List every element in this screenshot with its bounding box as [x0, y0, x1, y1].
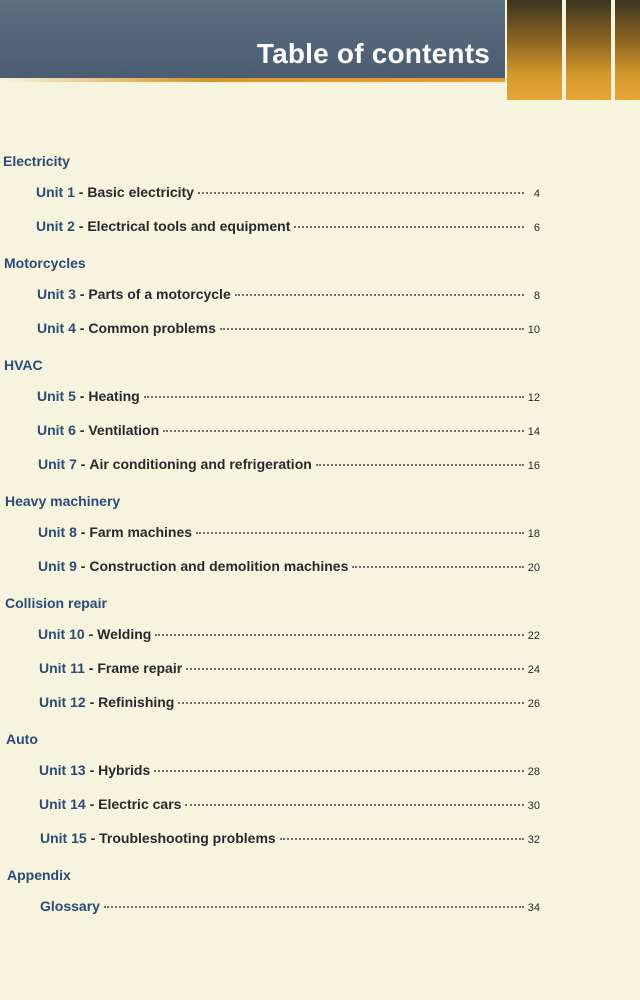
unit-label: Unit 1	[36, 184, 75, 200]
dot-leader	[220, 328, 524, 330]
unit-separator: -	[74, 218, 88, 234]
toc-entry[interactable]	[38, 626, 540, 646]
unit-separator: -	[85, 796, 99, 812]
unit-title: Troubleshooting problems	[99, 830, 276, 846]
toc-entry[interactable]	[37, 422, 540, 442]
page-number: 26	[527, 698, 540, 710]
toc-entry[interactable]	[39, 796, 540, 816]
unit-title: Electric cars	[98, 796, 182, 812]
section-heading: Appendix	[7, 867, 71, 883]
dot-leader	[316, 464, 524, 466]
unit-title: Common problems	[88, 320, 216, 336]
unit-label: Unit 9	[38, 558, 77, 574]
unit-label: Unit 11	[39, 660, 85, 676]
unit-separator: -	[76, 524, 90, 540]
unit-separator: -	[76, 558, 90, 574]
toc-entry[interactable]	[37, 388, 540, 408]
toc-entry[interactable]	[36, 218, 540, 238]
unit-label: Unit 7	[38, 456, 77, 472]
page-number: 8	[533, 290, 540, 302]
section-heading: Auto	[6, 731, 38, 747]
unit-separator: -	[85, 694, 99, 710]
toc-entry[interactable]	[38, 456, 540, 476]
dot-leader	[178, 702, 523, 704]
unit-label: Unit 12	[39, 694, 86, 710]
unit-title: Welding	[97, 626, 152, 642]
unit-label: Unit 15	[40, 830, 87, 846]
unit-title: Construction and demolition machines	[89, 558, 349, 574]
section-heading: Collision repair	[5, 595, 107, 611]
unit-label: Unit 6	[37, 422, 76, 438]
page-number: 20	[527, 562, 540, 574]
unit-separator: -	[86, 830, 100, 846]
unit-label: Unit 4	[37, 320, 76, 336]
dot-leader	[154, 770, 523, 772]
unit-label: Unit 10	[38, 626, 85, 642]
unit-separator: -	[76, 456, 90, 472]
page-number: 10	[527, 324, 540, 336]
page-number: 22	[527, 630, 540, 642]
unit-separator: -	[75, 286, 89, 302]
dot-leader	[294, 226, 524, 228]
toc-entry[interactable]	[40, 830, 540, 850]
dot-leader	[144, 396, 524, 398]
dot-leader	[352, 566, 523, 568]
toc-entry[interactable]	[37, 286, 540, 306]
toc-entry[interactable]	[39, 660, 540, 680]
page-number: 28	[527, 766, 540, 778]
unit-label: Unit 14	[39, 796, 86, 812]
unit-separator: -	[84, 660, 98, 676]
page-number: 14	[527, 426, 540, 438]
section-heading: Motorcycles	[4, 255, 86, 271]
unit-separator: -	[75, 422, 89, 438]
unit-title: Refinishing	[98, 694, 175, 710]
page-number: 4	[533, 188, 540, 200]
dot-leader	[280, 838, 524, 840]
dot-leader	[196, 532, 524, 534]
unit-title: Parts of a motorcycle	[88, 286, 231, 302]
unit-label: Glossary	[40, 898, 100, 914]
unit-label: Unit 13	[39, 762, 86, 778]
toc-entry[interactable]	[37, 320, 540, 340]
unit-title: Frame repair	[97, 660, 183, 676]
page-number: 30	[527, 800, 540, 812]
toc-entry[interactable]	[38, 524, 540, 544]
dot-leader	[186, 668, 524, 670]
toc-entry[interactable]	[39, 694, 540, 714]
unit-separator: -	[85, 762, 99, 778]
page-number: 18	[527, 528, 540, 540]
dot-leader	[163, 430, 524, 432]
dot-leader	[104, 906, 524, 908]
dot-leader	[198, 192, 524, 194]
page-number: 24	[527, 664, 540, 676]
page-number: 6	[533, 222, 540, 234]
page-number: 12	[527, 392, 540, 404]
unit-title: Basic electricity	[87, 184, 194, 200]
unit-label: Unit 2	[36, 218, 75, 234]
section-heading: HVAC	[4, 357, 43, 373]
dot-leader	[235, 294, 524, 296]
unit-separator: -	[75, 388, 89, 404]
unit-label: Unit 5	[37, 388, 76, 404]
section-heading: Electricity	[3, 153, 70, 169]
page-number: 34	[527, 902, 540, 914]
dot-leader	[185, 804, 523, 806]
unit-separator: -	[84, 626, 98, 642]
dot-leader	[155, 634, 523, 636]
unit-label: Unit 3	[37, 286, 76, 302]
unit-title: Hybrids	[98, 762, 151, 778]
unit-title: Farm machines	[89, 524, 193, 540]
unit-separator: -	[74, 184, 88, 200]
unit-title: Air conditioning and refrigeration	[89, 456, 312, 472]
page-number: 32	[527, 834, 540, 846]
toc-entry[interactable]	[40, 898, 540, 918]
unit-title: Electrical tools and equipment	[87, 218, 291, 234]
unit-label: Unit 8	[38, 524, 77, 540]
unit-separator: -	[75, 320, 89, 336]
toc-entry[interactable]	[38, 558, 540, 578]
page-number: 16	[527, 460, 540, 472]
unit-title: Ventilation	[88, 422, 160, 438]
page-title: Table of contents	[256, 38, 490, 69]
unit-title: Heating	[88, 388, 140, 404]
section-heading: Heavy machinery	[5, 493, 121, 509]
toc-entry[interactable]	[36, 184, 540, 204]
toc-entry[interactable]	[39, 762, 540, 782]
